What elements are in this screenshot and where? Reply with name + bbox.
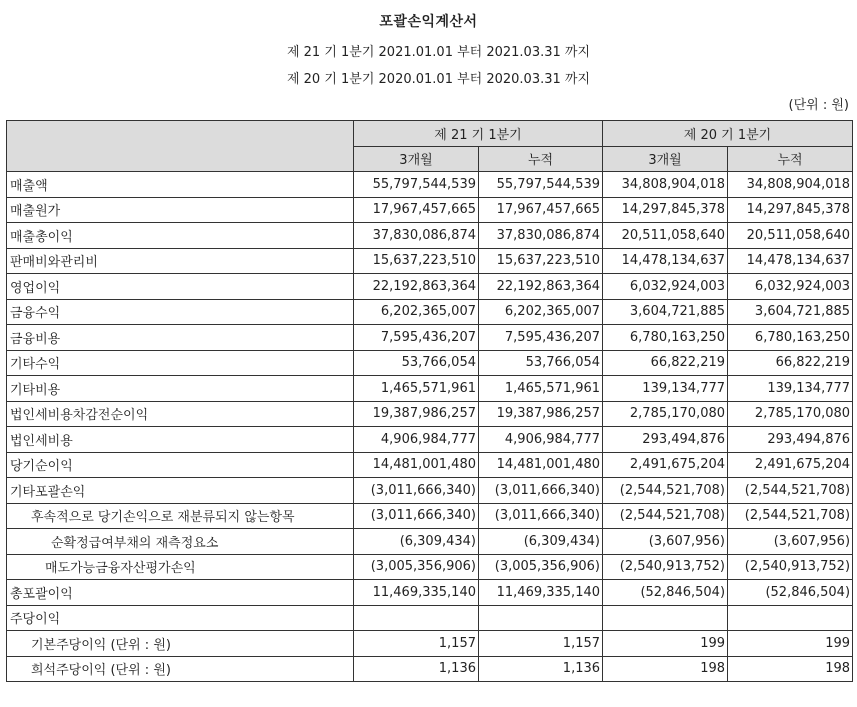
row-value: 199 (603, 631, 728, 657)
header-group-current: 제 21 기 1분기 (354, 121, 603, 147)
row-value (728, 605, 853, 631)
row-label: 영업이익 (7, 274, 354, 300)
table-body (7, 172, 853, 682)
row-value: 139,134,777 (603, 376, 728, 402)
table-row (7, 376, 853, 402)
row-value: 1,136 (479, 656, 603, 682)
row-label: 후속적으로 당기손익으로 재분류되지 않는항목 (7, 503, 354, 529)
row-value: (2,544,521,708) (728, 478, 853, 504)
row-value: (6,309,434) (479, 529, 603, 555)
row-value: 14,297,845,378 (603, 197, 728, 223)
row-label: 총포괄이익 (7, 580, 354, 606)
header-blank-cell (7, 121, 354, 172)
row-value: (6,309,434) (354, 529, 479, 555)
table-row (7, 248, 853, 274)
row-value: (3,607,956) (728, 529, 853, 555)
period-current: 제 21 기 1분기 2021.01.01 부터 2021.03.31 까지 (286, 45, 591, 60)
row-value (479, 605, 603, 631)
row-value: (3,011,666,340) (479, 503, 603, 529)
header-prior-cumulative: 누적 (728, 146, 853, 172)
row-value: (2,544,521,708) (728, 503, 853, 529)
row-label: 금융수익 (7, 299, 354, 325)
row-value: 6,780,163,250 (603, 325, 728, 351)
row-value: 11,469,335,140 (354, 580, 479, 606)
row-label: 법인세비용차감전순이익 (7, 401, 354, 427)
row-value: 6,032,924,003 (603, 274, 728, 300)
row-value: 4,906,984,777 (354, 427, 479, 453)
row-label: 매출액 (7, 172, 354, 198)
row-value: 37,830,086,874 (479, 223, 603, 249)
table-row (7, 605, 853, 631)
table-row (7, 656, 853, 682)
row-value (603, 605, 728, 631)
row-value: 37,830,086,874 (354, 223, 479, 249)
header-current-3month: 3개월 (354, 146, 479, 172)
row-value: (3,607,956) (603, 529, 728, 555)
row-value: 53,766,054 (354, 350, 479, 376)
income-statement-table (6, 120, 853, 682)
row-label: 금융비용 (7, 325, 354, 351)
row-value: 4,906,984,777 (479, 427, 603, 453)
row-value: 20,511,058,640 (603, 223, 728, 249)
table-row (7, 197, 853, 223)
row-value: 6,780,163,250 (728, 325, 853, 351)
table-row (7, 172, 853, 198)
header-current-cumulative: 누적 (479, 146, 603, 172)
row-value: 2,491,675,204 (603, 452, 728, 478)
row-value: 6,202,365,007 (354, 299, 479, 325)
row-value: 1,157 (479, 631, 603, 657)
statement-title: 포괄손익계산서 (379, 14, 478, 30)
row-value: 22,192,863,364 (354, 274, 479, 300)
row-value: (2,544,521,708) (603, 503, 728, 529)
row-label: 기타비용 (7, 376, 354, 402)
table-row (7, 350, 853, 376)
header-prior-3month: 3개월 (603, 146, 728, 172)
row-label: 기타포괄손익 (7, 478, 354, 504)
table-row (7, 427, 853, 453)
row-value: 11,469,335,140 (479, 580, 603, 606)
table-row (7, 478, 853, 504)
row-label: 법인세비용 (7, 427, 354, 453)
row-value: 6,202,365,007 (479, 299, 603, 325)
row-label: 매출원가 (7, 197, 354, 223)
row-value: (2,540,913,752) (728, 554, 853, 580)
row-label: 주당이익 (7, 605, 354, 631)
row-value: 199 (728, 631, 853, 657)
row-label: 당기순이익 (7, 452, 354, 478)
period-prior: 제 20 기 1분기 2020.01.01 부터 2020.03.31 까지 (286, 72, 591, 87)
table-row (7, 401, 853, 427)
row-value: 2,785,170,080 (728, 401, 853, 427)
row-value: 34,808,904,018 (603, 172, 728, 198)
unit-label: (단위 : 원) (788, 98, 849, 113)
row-value: 34,808,904,018 (728, 172, 853, 198)
row-value: 15,637,223,510 (479, 248, 603, 274)
row-value: (3,005,356,906) (479, 554, 603, 580)
table-row (7, 452, 853, 478)
row-value: 293,494,876 (603, 427, 728, 453)
table-row (7, 223, 853, 249)
row-value: 3,604,721,885 (603, 299, 728, 325)
row-value: 7,595,436,207 (354, 325, 479, 351)
row-label: 기타수익 (7, 350, 354, 376)
row-value: 19,387,986,257 (479, 401, 603, 427)
row-value: (52,846,504) (603, 580, 728, 606)
row-value: 19,387,986,257 (354, 401, 479, 427)
row-value: (3,005,356,906) (354, 554, 479, 580)
row-value: (2,540,913,752) (603, 554, 728, 580)
row-value: 3,604,721,885 (728, 299, 853, 325)
row-label: 순확정급여부채의 재측정요소 (7, 529, 354, 555)
row-value: 66,822,219 (728, 350, 853, 376)
row-value: 198 (728, 656, 853, 682)
row-value: 20,511,058,640 (728, 223, 853, 249)
row-value: 66,822,219 (603, 350, 728, 376)
row-value: (3,011,666,340) (354, 478, 479, 504)
row-value: 55,797,544,539 (479, 172, 603, 198)
row-value: 22,192,863,364 (479, 274, 603, 300)
row-value: 198 (603, 656, 728, 682)
table-row (7, 503, 853, 529)
row-value: 1,136 (354, 656, 479, 682)
row-value: 7,595,436,207 (479, 325, 603, 351)
row-value: 1,465,571,961 (479, 376, 603, 402)
table-row (7, 274, 853, 300)
row-label: 기본주당이익 (단위 : 원) (7, 631, 354, 657)
row-value: 14,481,001,480 (354, 452, 479, 478)
row-label: 희석주당이익 (단위 : 원) (7, 656, 354, 682)
row-value: 6,032,924,003 (728, 274, 853, 300)
row-value: 17,967,457,665 (479, 197, 603, 223)
row-value: 14,478,134,637 (603, 248, 728, 274)
row-value: 1,157 (354, 631, 479, 657)
row-value: 1,465,571,961 (354, 376, 479, 402)
table-row (7, 554, 853, 580)
table-row (7, 299, 853, 325)
table-row (7, 529, 853, 555)
table-row (7, 580, 853, 606)
row-value: 14,297,845,378 (728, 197, 853, 223)
row-value: (3,011,666,340) (479, 478, 603, 504)
header-group-prior: 제 20 기 1분기 (603, 121, 853, 147)
row-label: 매도가능금융자산평가손익 (7, 554, 354, 580)
row-value: 2,785,170,080 (603, 401, 728, 427)
row-label: 판매비와관리비 (7, 248, 354, 274)
table-row (7, 631, 853, 657)
table-row (7, 325, 853, 351)
row-value: 14,481,001,480 (479, 452, 603, 478)
row-value: 55,797,544,539 (354, 172, 479, 198)
row-value: (52,846,504) (728, 580, 853, 606)
row-value: 293,494,876 (728, 427, 853, 453)
row-label: 매출총이익 (7, 223, 354, 249)
row-value: 14,478,134,637 (728, 248, 853, 274)
row-value: 2,491,675,204 (728, 452, 853, 478)
row-value (354, 605, 479, 631)
row-value: 17,967,457,665 (354, 197, 479, 223)
row-value: (3,011,666,340) (354, 503, 479, 529)
row-value: 15,637,223,510 (354, 248, 479, 274)
row-value: 139,134,777 (728, 376, 853, 402)
row-value: 53,766,054 (479, 350, 603, 376)
row-value: (2,544,521,708) (603, 478, 728, 504)
